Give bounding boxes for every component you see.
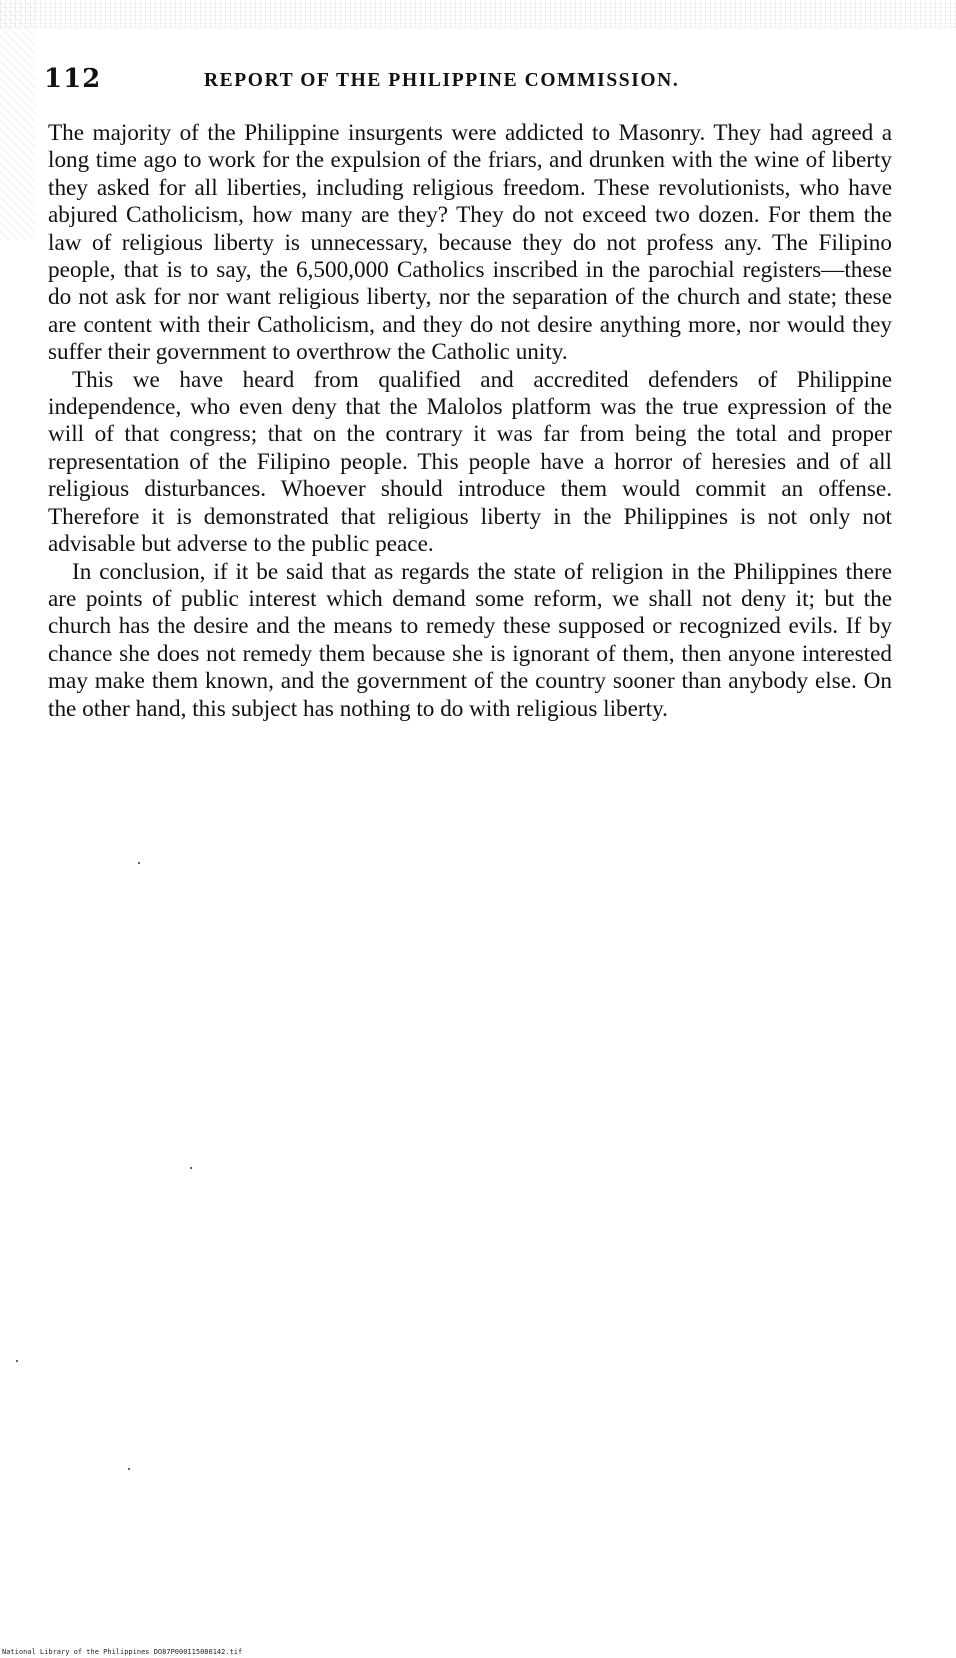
scan-noise-top (0, 0, 956, 28)
body-text (48, 120, 892, 723)
scan-speck (16, 1360, 18, 1362)
scan-speck (190, 1167, 192, 1169)
scan-footer-note: National Library of the Philippines DO87P000115080142.tif (2, 1648, 243, 1656)
paragraph-3: In conclusion, if it be said that as regards the state of religion in the Philippines there are points of public interest which demand some reform, we shall not deny it; but the church has the desire and the means to remedy these supposed or recognized evils. If by chance she does not remedy them because she is ignorant of them, then anyone interested may make them known, and the government of the country sooner than anybody else. On the other hand, this subject has nothing to do with religious liberty. (48, 558, 892, 722)
scan-speck (138, 862, 140, 864)
paragraph-1: The majority of the Philippine insurgents were addicted to Masonry. They had agreed a long time ago to work for the expulsion of the friars, and drunken with the wine of liberty they asked for all liberties, including religious freedom. These revolutionists, who have abjured Catholicism, how many are they? They do not exceed two dozen. For them the law of religious liberty is unnecessary, because they do not profess any. The Filipino people, that is to say, the 6,500,000 Catholics inscribed in the parochial registers—these do not ask for nor want religious liberty, nor the separation of the church and state; these are content with their Catholicism, and they do not desire anything more, nor would they suffer their government to overthrow the Catholic unity. (48, 120, 892, 366)
running-title: REPORT OF THE PHILIPPINE COMMISSION. (204, 70, 680, 91)
scan-speck (128, 1468, 130, 1470)
scan-noise-left (0, 0, 36, 240)
page-number: 112 (44, 64, 102, 94)
paragraph-2: This we have heard from qualified and accredited defenders of Philippine independence, who even deny that the Malolos platform was the true expression of the will of that congress; that on the contrary it was far from being the total and proper representation of the Filipino people. This people have a horror of heresies and of all religious disturbances. Whoever should introduce them would commit an offense. Therefore it is demonstrated that religious liberty in the Philippines is not only not advisable but adverse to the public peace. (48, 366, 892, 558)
page-header (44, 64, 894, 104)
